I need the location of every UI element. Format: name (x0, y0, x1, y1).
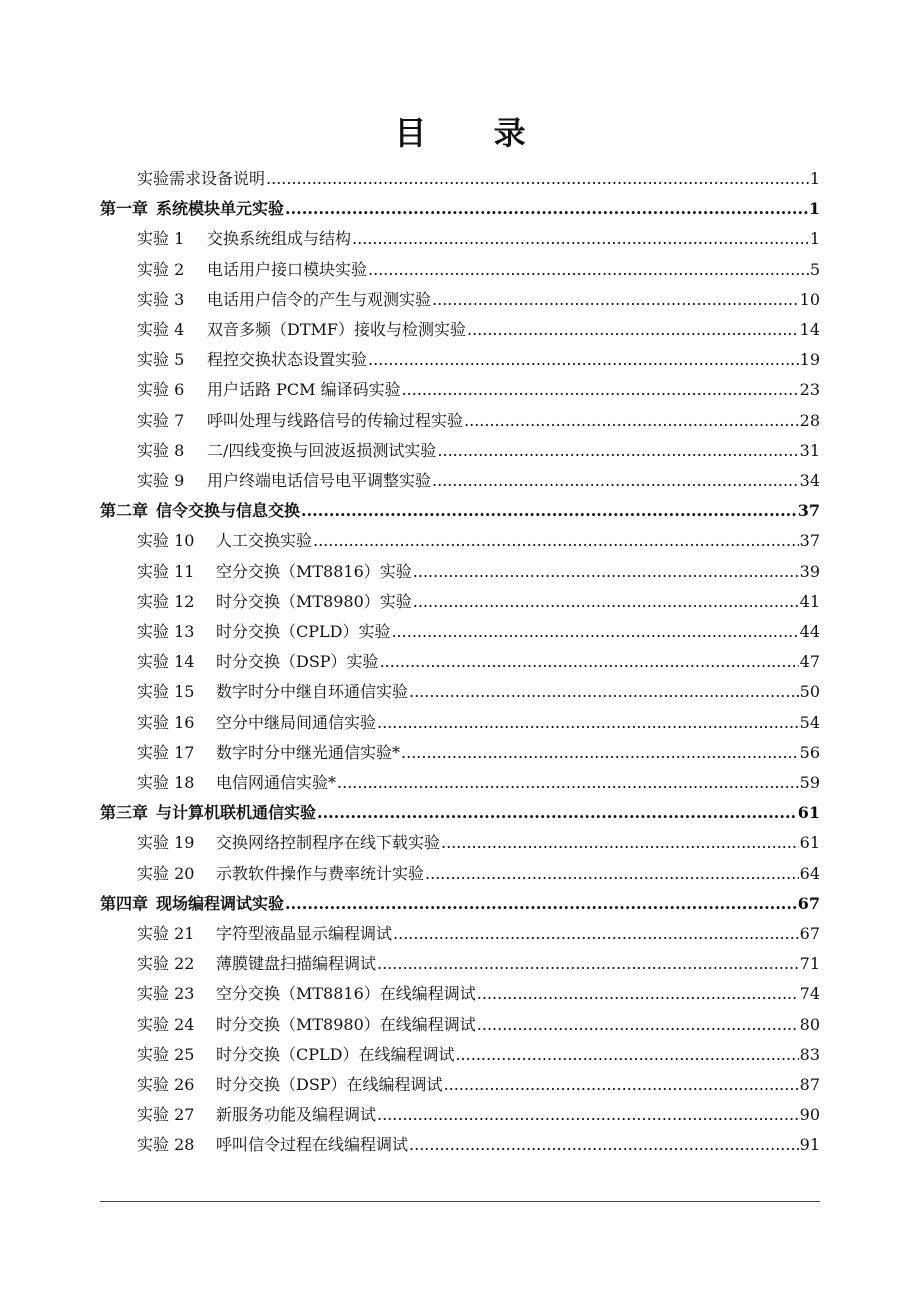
entry-number: 实验 5 (137, 350, 185, 370)
entry-title: 实验需求设备说明 (137, 169, 266, 188)
page-number: 61 (797, 803, 820, 823)
entry-number: 实验 2 (137, 259, 185, 279)
entry-number: 实验 26 (137, 1075, 195, 1094)
dot-leader (464, 406, 799, 436)
page-number: 56 (799, 742, 820, 762)
dot-leader (285, 194, 808, 224)
entry-number: 实验 16 (137, 712, 195, 732)
dot-leader (313, 526, 799, 556)
dot-leader (444, 1070, 799, 1100)
page-number: 44 (799, 622, 820, 641)
page-number: 47 (799, 652, 820, 672)
dot-leader (425, 859, 799, 889)
dot-leader (409, 677, 799, 707)
chapter-number: 第二章 (100, 501, 149, 521)
dot-leader (477, 1010, 799, 1040)
page-number: 31 (799, 440, 820, 460)
dot-leader (437, 436, 798, 466)
page-number: 10 (799, 289, 820, 309)
entry-title: 时分交换（MT8980）实验 (216, 591, 412, 611)
entry-number: 实验 6 (137, 380, 185, 400)
toc-entry[interactable] (137, 738, 820, 768)
toc-entry[interactable] (137, 828, 820, 858)
toc-entry[interactable] (137, 647, 820, 677)
dot-leader (432, 285, 799, 315)
toc-entry[interactable] (137, 1070, 820, 1100)
dot-leader (317, 798, 797, 828)
toc-entry[interactable] (137, 375, 820, 405)
entry-number: 实验 9 (137, 471, 185, 490)
page-number: 37 (799, 531, 820, 551)
chapter-number: 第三章 (100, 803, 149, 823)
toc-chapter-entry[interactable] (100, 194, 820, 224)
toc-entry[interactable] (137, 708, 820, 738)
entry-number: 实验 12 (137, 591, 195, 611)
dot-leader (432, 466, 799, 496)
entry-number: 实验 3 (137, 289, 185, 309)
toc-chapter-entry[interactable] (100, 798, 820, 828)
entry-number: 实验 11 (137, 561, 195, 581)
dot-leader (285, 889, 797, 919)
entry-title: 交换网络控制程序在线下载实验 (216, 833, 441, 853)
entry-title: 电话用户信令的产生与观测实验 (207, 289, 432, 309)
page-number: 1 (809, 169, 820, 188)
page-number: 23 (799, 380, 820, 400)
page-number: 54 (799, 712, 820, 732)
entry-title: 人工交换实验 (216, 531, 313, 551)
toc-entry[interactable] (137, 1010, 820, 1040)
page-number: 80 (799, 1014, 820, 1034)
entry-title: 薄膜键盘扫描编程调试 (216, 954, 377, 974)
entry-number: 实验 27 (137, 1105, 195, 1125)
entry-title: 交换系统组成与结构 (207, 229, 352, 249)
toc-entry[interactable] (137, 285, 820, 315)
entry-title: 数字时分中继光通信实验* (216, 742, 401, 762)
entry-title: 字符型液晶显示编程调试 (216, 924, 393, 943)
entry-title: 二/四线变换与回波返损测试实验 (207, 440, 437, 460)
entry-title: 呼叫处理与线路信号的传输过程实验 (207, 410, 464, 430)
toc-entry[interactable] (137, 617, 820, 647)
page-number: 67 (797, 893, 820, 913)
page-number: 71 (799, 954, 820, 974)
page-number: 83 (799, 1044, 820, 1064)
page-number: 28 (799, 410, 820, 430)
page-number: 39 (799, 561, 820, 581)
entry-title: 用户话路 PCM 编译码实验 (207, 380, 401, 400)
toc-entry[interactable] (137, 859, 820, 889)
entry-number: 实验 20 (137, 863, 195, 883)
entry-number: 实验 19 (137, 833, 195, 853)
entry-title: 电信网通信实验* (216, 773, 337, 792)
page-number: 87 (799, 1075, 820, 1094)
entry-number: 实验 8 (137, 440, 185, 460)
dot-leader (402, 375, 799, 405)
dot-leader (413, 587, 799, 617)
page-number: 50 (799, 682, 820, 702)
page-number: 37 (797, 501, 820, 521)
entry-title: 电话用户接口模块实验 (207, 259, 368, 279)
entry-number: 实验 28 (137, 1135, 195, 1155)
page-number: 5 (809, 259, 820, 279)
entry-title: 空分交换（MT8816）在线编程调试 (216, 984, 476, 1004)
toc-entry[interactable] (137, 949, 820, 979)
page-number: 14 (799, 320, 820, 339)
entry-title: 双音多频（DTMF）接收与检测实验 (207, 320, 466, 339)
dot-leader (380, 647, 799, 677)
page-number: 67 (799, 924, 820, 943)
entry-title: 空分中继局间通信实验 (216, 712, 377, 732)
page-number: 19 (799, 350, 820, 370)
page-number: 59 (799, 773, 820, 792)
entry-title: 程控交换状态设置实验 (207, 350, 368, 370)
entry-title: 时分交换（CPLD）实验 (216, 622, 391, 641)
toc-entry[interactable] (137, 1040, 820, 1070)
dot-leader (393, 919, 799, 949)
dot-leader (368, 345, 799, 375)
entry-number: 实验 10 (137, 531, 195, 551)
toc-entry[interactable] (137, 224, 820, 254)
page-number: 74 (799, 984, 820, 1004)
page-number: 1 (809, 229, 820, 249)
dot-leader (377, 949, 799, 979)
entry-title: 空分交换（MT8816）实验 (216, 561, 412, 581)
toc-entry[interactable] (137, 1100, 820, 1130)
dot-leader (477, 979, 799, 1009)
toc-entry[interactable] (137, 919, 820, 949)
entry-number: 实验 14 (137, 652, 195, 672)
entry-title: 新服务功能及编程调试 (216, 1105, 377, 1125)
chapter-number: 第一章 (100, 199, 149, 219)
toc-entry[interactable] (137, 345, 820, 375)
entry-title: 时分交换（DSP）实验 (216, 652, 379, 672)
entry-number: 实验 15 (137, 682, 195, 702)
entry-title: 与计算机联机通信实验 (156, 803, 317, 823)
dot-leader (401, 738, 799, 768)
toc-entry[interactable] (137, 1130, 820, 1160)
toc-entry[interactable] (137, 587, 820, 617)
entry-number: 实验 25 (137, 1044, 195, 1064)
toc-entry[interactable] (137, 466, 820, 496)
entry-number: 实验 21 (137, 924, 195, 943)
entry-number: 实验 24 (137, 1014, 195, 1034)
entry-title: 呼叫信令过程在线编程调试 (216, 1135, 409, 1155)
chapter-number: 第四章 (100, 893, 149, 913)
dot-leader (441, 828, 799, 858)
page-number: 91 (799, 1135, 820, 1155)
entry-number: 实验 4 (137, 320, 185, 339)
toc-entry[interactable] (137, 768, 820, 798)
page-number: 1 (808, 199, 820, 219)
entry-number: 实验 17 (137, 742, 195, 762)
entry-number: 实验 1 (137, 229, 185, 249)
entry-number: 实验 18 (137, 773, 195, 792)
entry-number: 实验 23 (137, 984, 195, 1004)
entry-title: 时分交换（MT8980）在线编程调试 (216, 1014, 476, 1034)
toc-entry[interactable] (137, 557, 820, 587)
toc-entry[interactable] (137, 315, 820, 345)
entry-title: 示教软件操作与费率统计实验 (216, 863, 425, 883)
entry-title: 时分交换（DSP）在线编程调试 (216, 1075, 443, 1094)
entry-title: 时分交换（CPLD）在线编程调试 (216, 1044, 455, 1064)
dot-leader (377, 708, 799, 738)
entry-title: 系统模块单元实验 (156, 199, 285, 219)
toc-entry[interactable] (137, 255, 820, 285)
dot-leader (368, 255, 809, 285)
toc-chapter-entry[interactable] (100, 889, 820, 919)
footer-rule (100, 1201, 820, 1202)
dot-leader (352, 224, 809, 254)
dot-leader (413, 557, 799, 587)
dot-leader (455, 1040, 798, 1070)
entry-number: 实验 22 (137, 954, 195, 974)
dot-leader (467, 315, 799, 345)
page-number: 64 (799, 863, 820, 883)
page-number: 34 (799, 471, 820, 490)
dot-leader (391, 617, 798, 647)
page-number: 61 (799, 833, 820, 853)
entry-number: 实验 7 (137, 410, 185, 430)
dot-leader (301, 496, 797, 526)
dot-leader (377, 1100, 799, 1130)
entry-title: 现场编程调试实验 (156, 893, 285, 913)
dot-leader (409, 1130, 799, 1160)
entry-title: 用户终端电话信号电平调整实验 (207, 471, 432, 490)
page-number: 41 (799, 591, 820, 611)
entry-title: 数字时分中继自环通信实验 (216, 682, 409, 702)
page-number: 90 (799, 1105, 820, 1125)
dot-leader (337, 768, 799, 798)
dot-leader (266, 164, 809, 194)
toc-entry[interactable] (137, 979, 820, 1009)
entry-title: 信令交换与信息交换 (156, 501, 301, 521)
toc-title: 目 录 (394, 114, 554, 152)
toc-entry[interactable] (137, 677, 820, 707)
entry-number: 实验 13 (137, 622, 195, 641)
toc-entry[interactable] (137, 164, 820, 194)
toc-entry[interactable] (137, 436, 820, 466)
toc-entry[interactable] (137, 406, 820, 436)
toc-chapter-entry[interactable] (100, 496, 820, 526)
toc-entry[interactable] (137, 526, 820, 556)
